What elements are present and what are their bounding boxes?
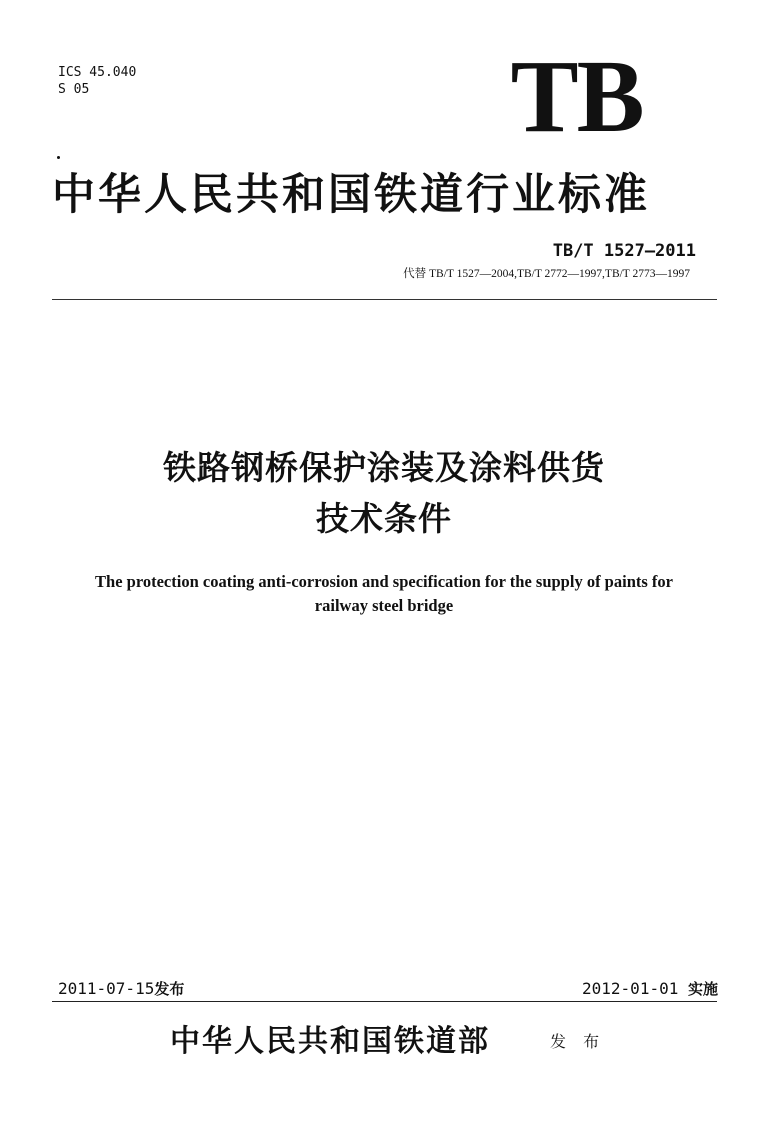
title-en-line2: railway steel bridge <box>314 596 454 615</box>
category-code: S 05 <box>58 82 90 97</box>
title-en-line1: The protection coating anti-corrosion and specification for the supply of paints for <box>95 572 673 591</box>
implement-date: 2012-01-01 <box>582 979 679 998</box>
standard-number: TB/T 1527—2011 <box>552 241 696 261</box>
top-divider <box>52 299 717 300</box>
implement-label: 实施 <box>687 980 718 998</box>
title-en <box>40 570 728 618</box>
issue-date-block <box>58 979 184 999</box>
implement-date-block <box>582 979 718 999</box>
classification-block <box>58 64 136 98</box>
bottom-divider <box>52 1001 717 1002</box>
replaces-standards: 代替 TB/T 1527—2004,TB/T 2772—1997,TB/T 2773—1997 <box>403 268 690 280</box>
issue-date: 2011-07-15 <box>58 979 155 998</box>
title-cn-line2: 技术条件 <box>316 499 452 538</box>
publish-label: 发 布 <box>550 1032 606 1051</box>
issuer-name: 中华人民共和国铁道部 <box>170 1024 490 1059</box>
title-cn-line1: 铁路钢桥保护涂装及涂料供货 <box>163 448 605 487</box>
issue-label: 发布 <box>154 980 185 998</box>
industry-standard-title: 中华人民共和国铁道行业标准 <box>52 170 650 220</box>
scan-dot <box>57 156 60 159</box>
tb-logo: TB <box>510 39 643 154</box>
ics-code: ICS 45.040 <box>58 65 137 80</box>
